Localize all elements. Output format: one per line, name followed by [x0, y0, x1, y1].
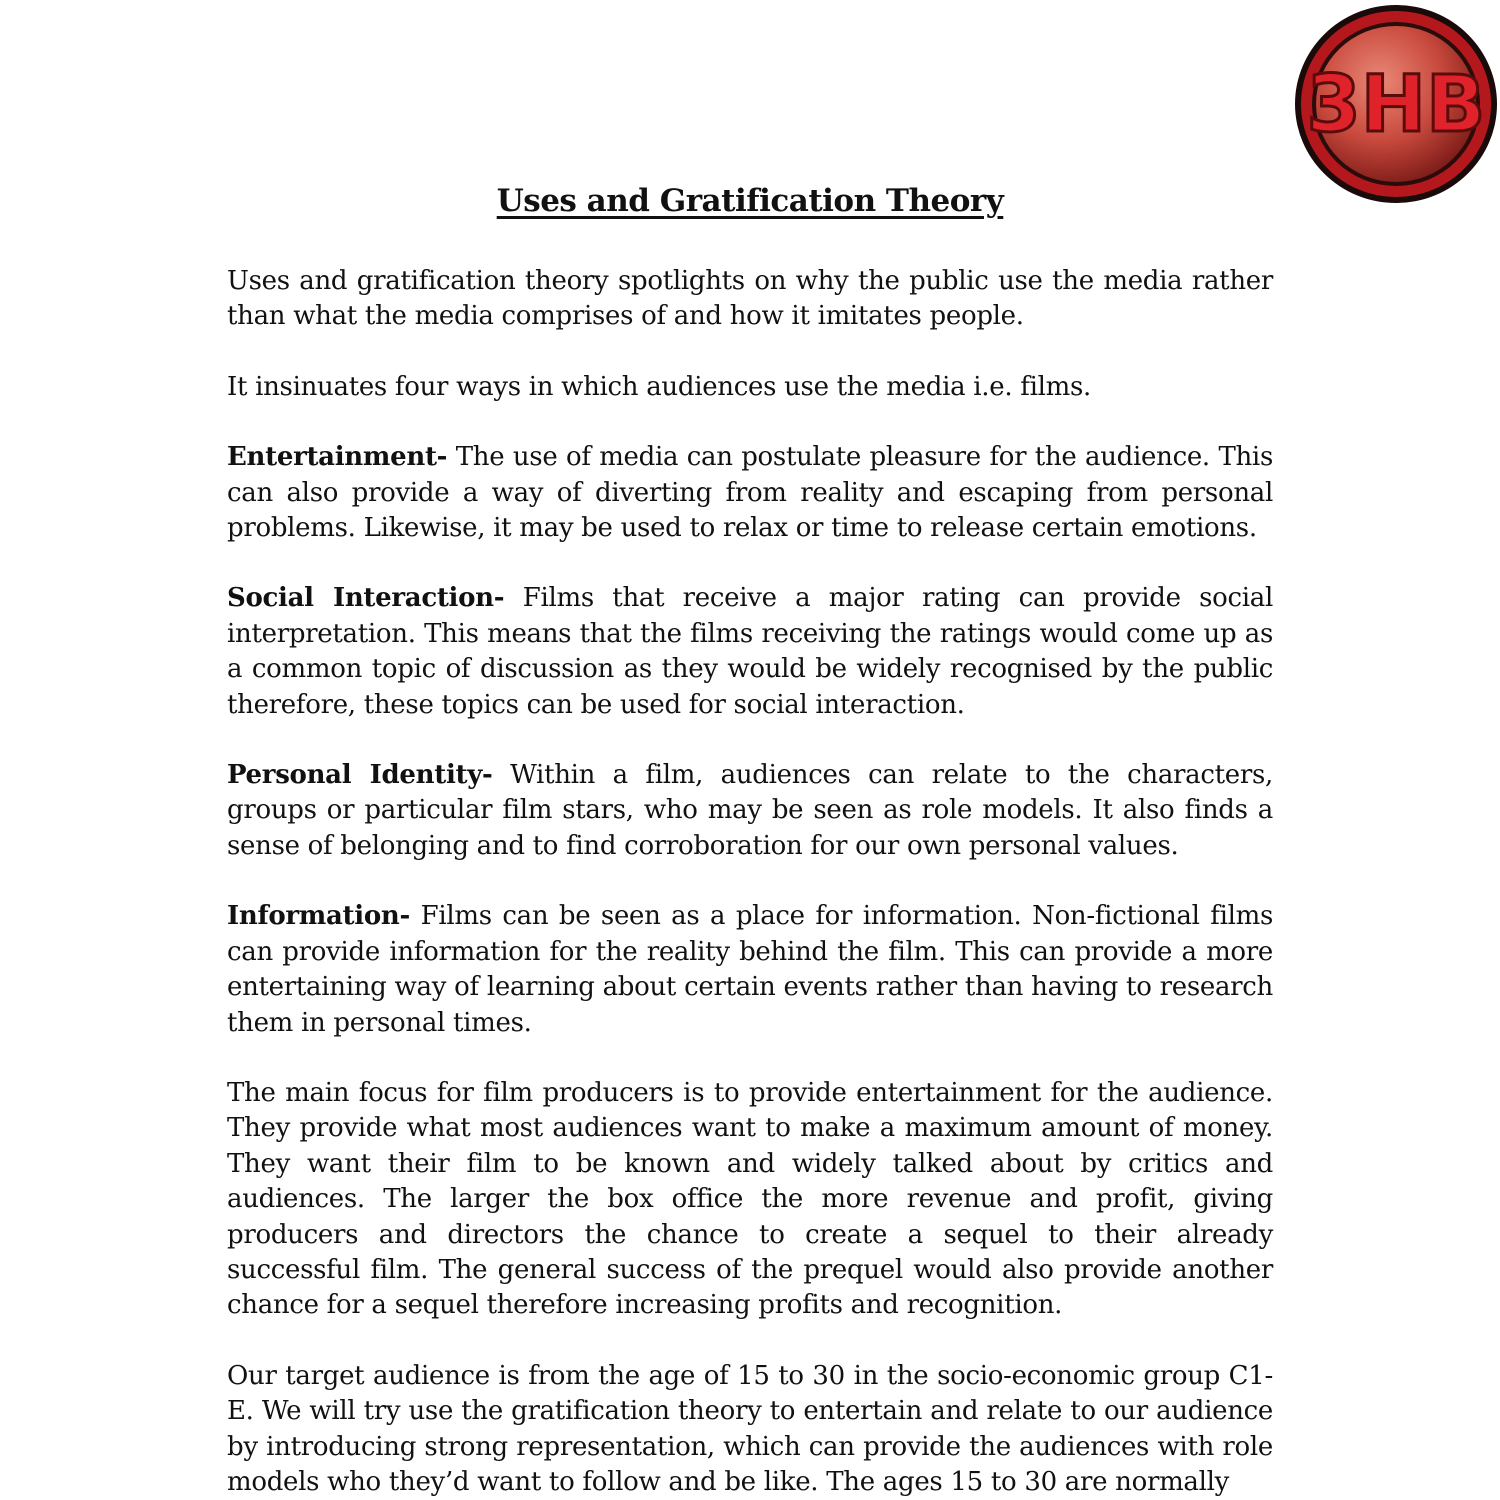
- paragraph-text: It insinuates four ways in which audiences use the media i.e. films.: [227, 371, 1091, 402]
- paragraph: [227, 264, 1273, 335]
- paragraph-term: Entertainment-: [227, 442, 448, 473]
- document-title: Uses and Gratification Theory: [496, 183, 1004, 219]
- paragraph-text: The use of media can postulate pleasure for the audience. This can also provide a way of diverting from reality and escaping from personal problems. Likewise, it may be used to relax or time to release certain emotions.: [227, 442, 1273, 544]
- document-body: [227, 264, 1273, 1500]
- paragraph-text: Within a film, audiences can relate to the characters, groups or particular film stars, who may be seen as role models. It also finds a sense of belonging and to find corroboration for our own personal values.: [227, 760, 1273, 861]
- logo-monogram: 3HB: [1306, 60, 1486, 150]
- brand-logo: [1293, 3, 1499, 205]
- paragraph-text: Uses and gratification theory spotlights on why the public use the media rather than what the media comprises of and how it imitates people.: [227, 266, 1273, 332]
- paragraph-term: Information-: [227, 901, 410, 932]
- paragraph-text: The main focus for film producers is to provide entertainment for the audience. They provide what most audiences want to make a maximum amount of money. They want their film to be known and widely talked about by critics and audiences. The larger the box office the more revenue and profit, giving producers and directors the chance to create a sequel to their already successful film. The general success of the prequel would also provide another chance for a sequel therefore increasing profits and recognition.: [227, 1077, 1273, 1321]
- paragraph: [227, 581, 1273, 723]
- paragraph: [227, 370, 1273, 405]
- paragraph: [227, 1076, 1273, 1324]
- paragraph: [227, 899, 1273, 1041]
- paragraph: [227, 758, 1273, 864]
- paragraph: [227, 440, 1273, 546]
- paragraph-text: Films that receive a major rating can provide social interpretation. This means that the films receiving the ratings would come up as a common topic of discussion as they would be widely recognised by the public therefore, these topics can be used for social interaction.: [227, 583, 1273, 720]
- paragraph-term: Personal Identity-: [227, 760, 493, 791]
- paragraph-term: Social Interaction-: [227, 583, 505, 614]
- paragraph-text: Our target audience is from the age of 15 to 30 in the socio-economic group C1-E. We will try use the gratification theory to entertain and relate to our audience by introducing strong representation, which can provide the audiences with role models who they’d want to follow and be like. The ages 15 to 30 are normally: [227, 1360, 1273, 1497]
- paragraph-text: Films can be seen as a place for information. Non-fictional films can provide information for the reality behind the film. This can provide a more entertaining way of learning about certain events rather than having to research them in personal times.: [227, 901, 1273, 1038]
- paragraph: [227, 1359, 1273, 1500]
